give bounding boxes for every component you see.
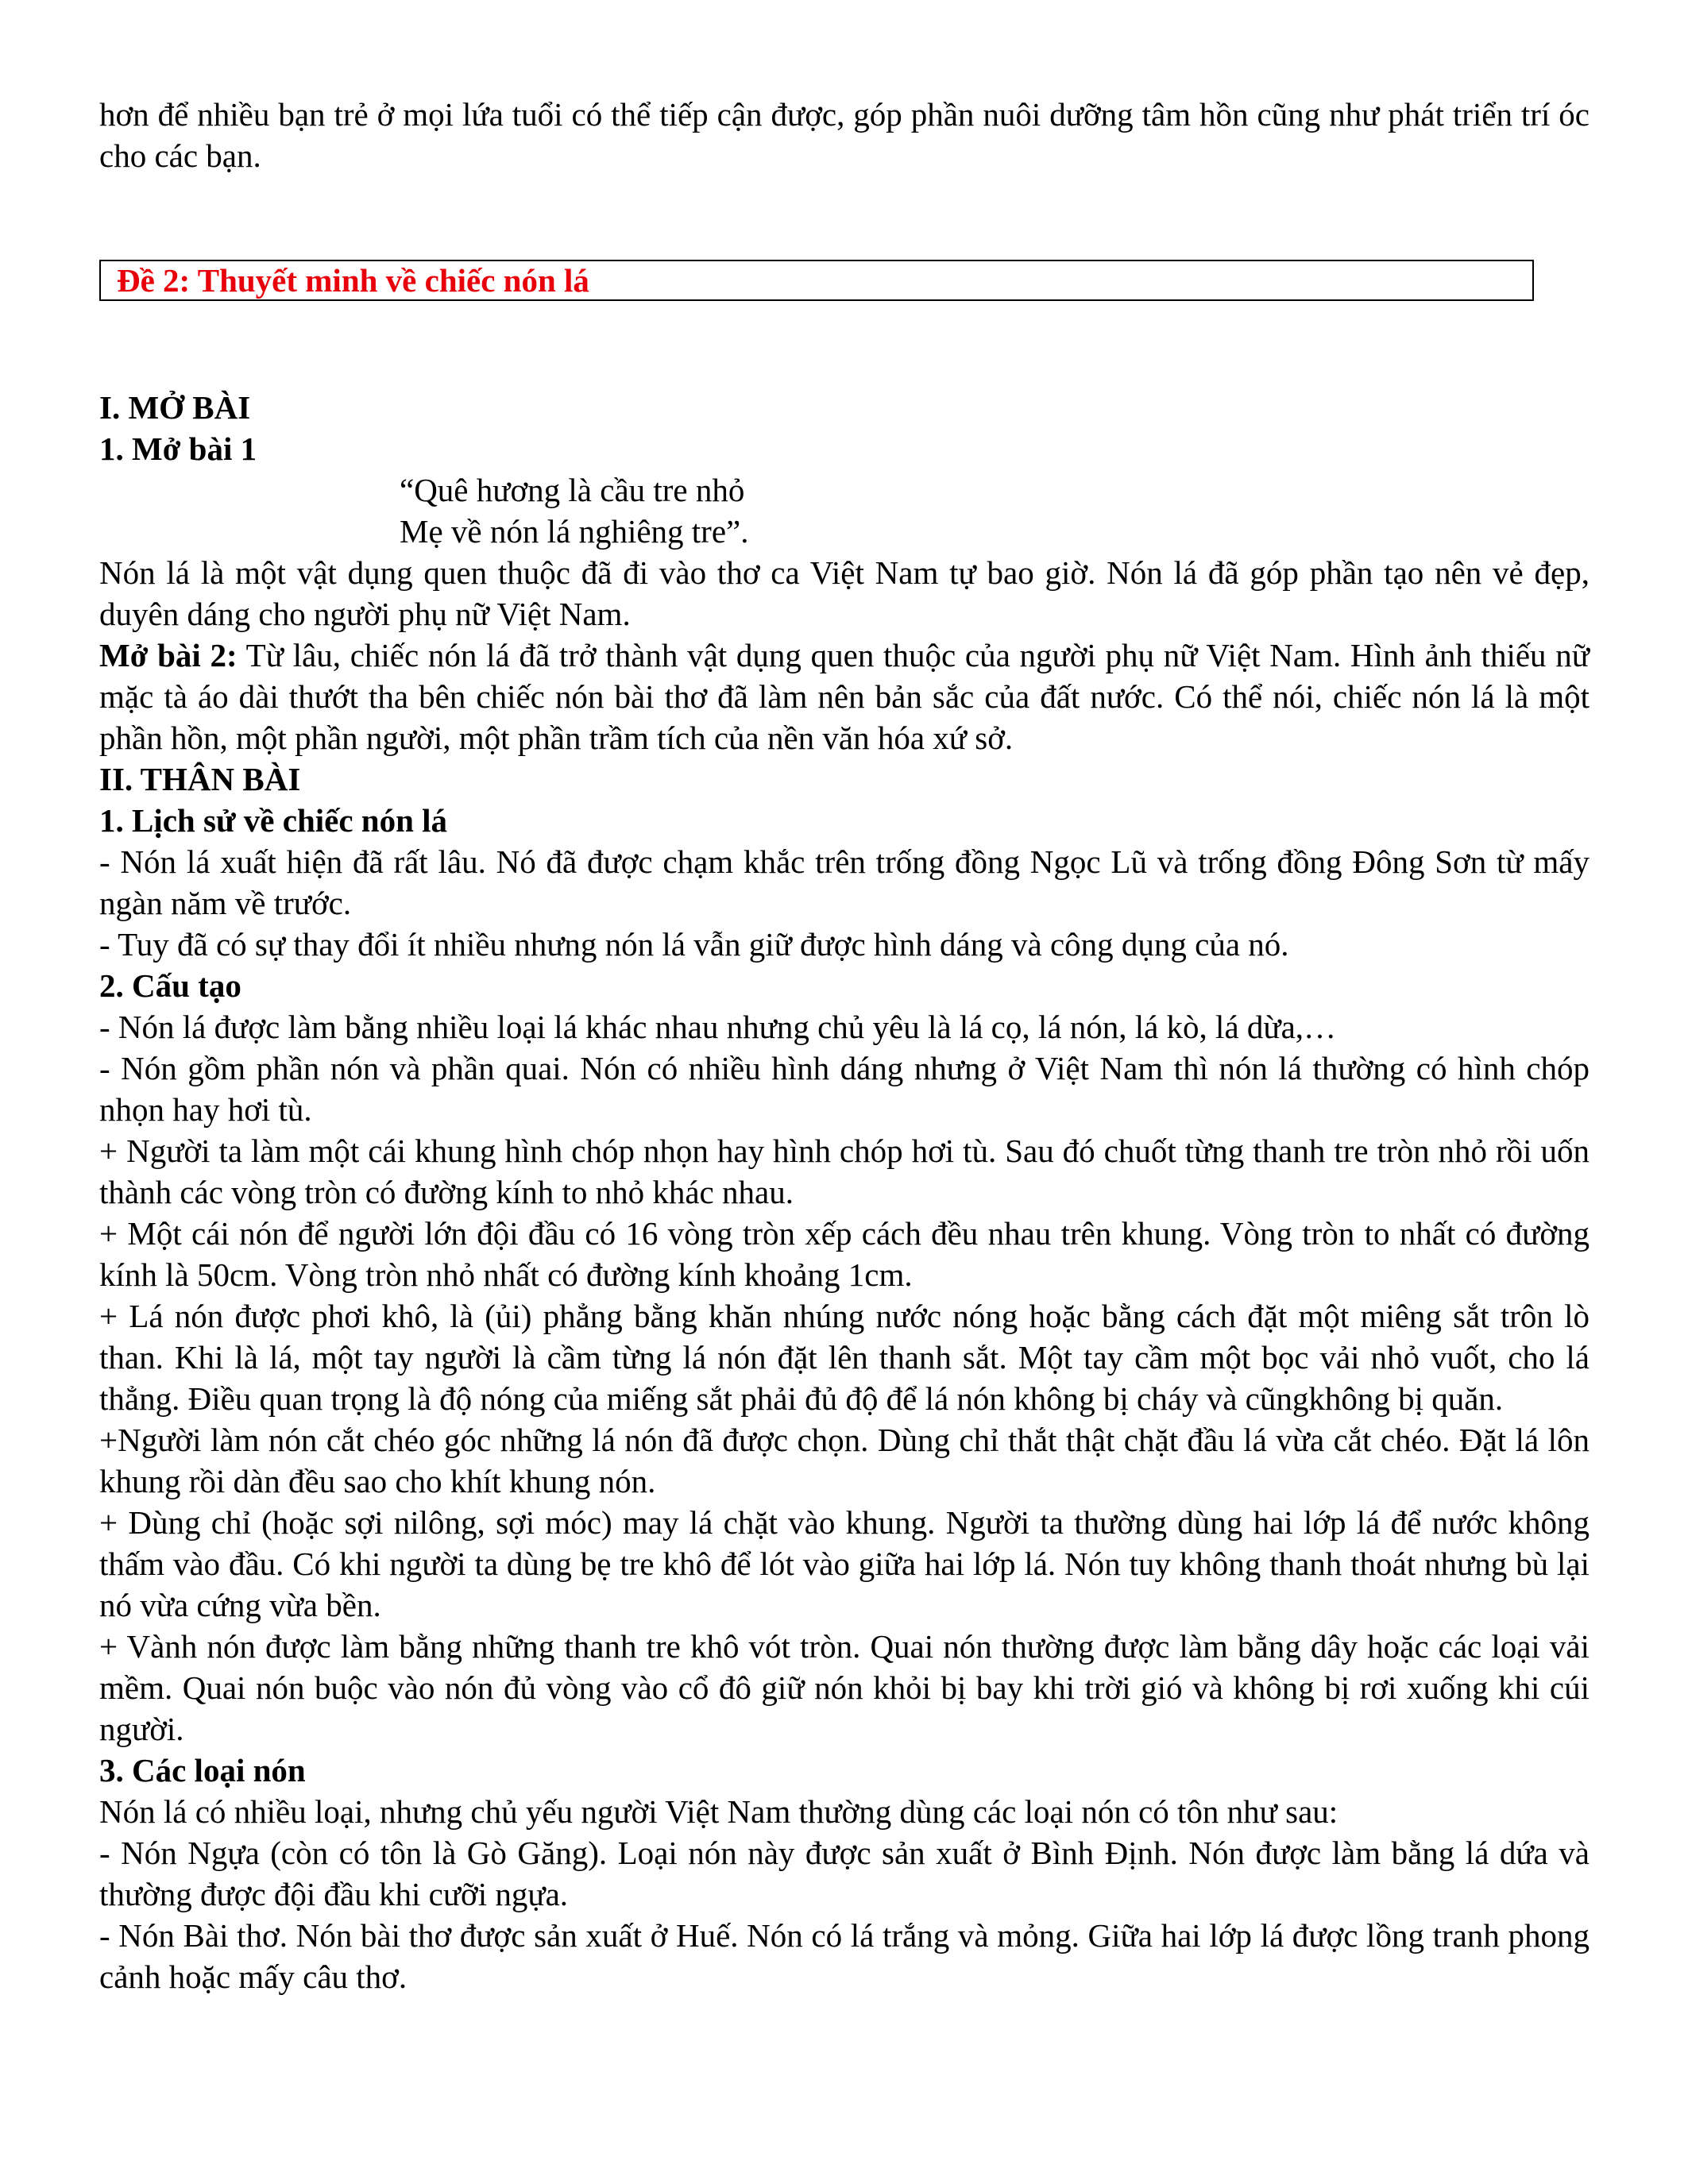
document-page: [99, 94, 1590, 1997]
history-title: 1. Lịch sử về chiếc nón lá: [99, 802, 448, 839]
types-paragraph-3: - Nón Bài thơ. Nón bài thơ được sản xuất ở Huế. Nón có lá trắng và mỏng. Giữa hai lớp lá được lồng tranh phong cảnh hoặc mấy câu thơ.: [99, 1917, 1590, 1995]
mo-bai-2-label: Mở bài 2:: [99, 637, 238, 673]
structure-paragraph-8: + Vành nón được làm bằng những thanh tre khô vót tròn. Quai nón thường được làm bằng dây hoặc các loại vải mềm. Quai nón buộc vào nón đủ vòng vào cổ đô giữ nón khỏi bị bay khi trời gió và không bị rơi xuống khi cúi người.: [99, 1628, 1590, 1747]
structure-paragraph-2: - Nón gồm phần nón và phần quai. Nón có nhiều hình dáng nhưng ở Việt Nam thì nón lá thường có hình chóp nhọn hay hơi tù.: [99, 1050, 1590, 1128]
section-than-bai-title: II. THÂN BÀI: [99, 761, 301, 797]
structure-paragraph-5: + Lá nón được phơi khô, là (ủi) phẳng bằng khăn nhúng nước nóng hoặc bằng cách đặt một miêng sắt trôn lò than. Khi là lá, một tay người là cầm từng lá nón đặt lên thanh sắt. Một tay cầm một bọc vải nhỏ vuốt, cho lá thẳng. Điều quan trọng là độ nóng của miếng sắt phải đủ độ để lá nón không bị cháy và cũngkhông bị quăn.: [99, 1298, 1590, 1417]
structure-paragraph-3: + Người ta làm một cái khung hình chóp nhọn hay hình chóp hơi tù. Sau đó chuốt từng thanh tre tròn nhỏ rồi uốn thành các vòng tròn có đường kính to nhỏ khác nhau.: [99, 1133, 1590, 1210]
types-paragraph-2: - Nón Ngựa (còn có tôn là Gò Găng). Loại nón này được sản xuất ở Bình Định. Nón được làm bằng lá dứa và thường được đội đầu khi cưỡi ngựa.: [99, 1835, 1590, 1912]
structure-paragraph-7: + Dùng chỉ (hoặc sợi nilông, sợi móc) may lá chặt vào khung. Người ta thường dùng hai lớp lá để nước không thấm vào đầu. Có khi người ta dùng bẹ tre khô để lót vào giữa hai lớp lá. Nón tuy không thanh thoát nhưng bù lại nó vừa cứng vừa bền.: [99, 1504, 1590, 1623]
history-paragraph-2: - Tuy đã có sự thay đổi ít nhiều nhưng nón lá vẫn giữ được hình dáng và công dụng của nó.: [99, 926, 1289, 963]
mo-bai-1-paragraph: Nón lá là một vật dụng quen thuộc đã đi vào thơ ca Việt Nam tự bao giờ. Nón lá đã góp phần tạo nên vẻ đẹp, duyên dáng cho người phụ nữ Việt Nam.: [99, 554, 1590, 632]
types-title: 3. Các loại nón: [99, 1752, 306, 1788]
section-mo-bai-title: I. MỞ BÀI: [99, 389, 251, 426]
mo-bai-2-text: Từ lâu, chiếc nón lá đã trở thành vật dụng quen thuộc của người phụ nữ Việt Nam. Hình ảnh thiếu nữ mặc tà áo dài thướt tha bên chiếc nón bài thơ đã làm nên bản sắc của đất nước. Có thể nói, chiếc nón lá là một phần hồn, một phần người, một phần trầm tích của nền văn hóa xứ sở.: [99, 637, 1590, 756]
structure-paragraph-1: - Nón lá được làm bằng nhiều loại lá khác nhau nhưng chủ yêu là lá cọ, lá nón, lá kò, lá dừa,…: [99, 1009, 1337, 1045]
types-paragraph-1: Nón lá có nhiều loại, nhưng chủ yếu người Việt Nam thường dùng các loại nón có tôn như sau:: [99, 1793, 1338, 1830]
structure-title: 2. Cấu tạo: [99, 967, 241, 1004]
mo-bai-1-title: 1. Mở bài 1: [99, 430, 257, 467]
history-paragraph-1: - Nón lá xuất hiện đã rất lâu. Nó đã được chạm khắc trên trống đồng Ngọc Lũ và trống đồng Đông Sơn từ mấy ngàn năm về trước.: [99, 843, 1590, 921]
structure-paragraph-6: +Người làm nón cắt chéo góc những lá nón đã được chọn. Dùng chỉ thắt thật chặt đầu lá vừa cắt chéo. Đặt lá lôn khung rồi dàn đều sao cho khít khung nón.: [99, 1422, 1590, 1499]
poem-line-1: “Quê hương là cầu tre nhỏ: [400, 472, 745, 508]
mo-bai-2-paragraph: [99, 635, 1590, 758]
intro-paragraph: hơn để nhiều bạn trẻ ở mọi lứa tuổi có thể tiếp cận được, góp phần nuôi dưỡng tâm hồn cũng như phát triển trí óc cho các bạn.: [99, 96, 1590, 174]
topic-box: [99, 260, 1534, 301]
topic-title: Đề 2: Thuyết minh về chiếc nón lá: [117, 262, 589, 299]
poem-line-2: Mẹ về nón lá nghiêng tre”.: [400, 513, 749, 550]
structure-paragraph-4: + Một cái nón để người lớn đội đầu có 16 vòng tròn xếp cách đều nhau trên khung. Vòng tròn to nhất có đường kính là 50cm. Vòng tròn nhỏ nhất có đường kính khoảng 1cm.: [99, 1215, 1590, 1293]
